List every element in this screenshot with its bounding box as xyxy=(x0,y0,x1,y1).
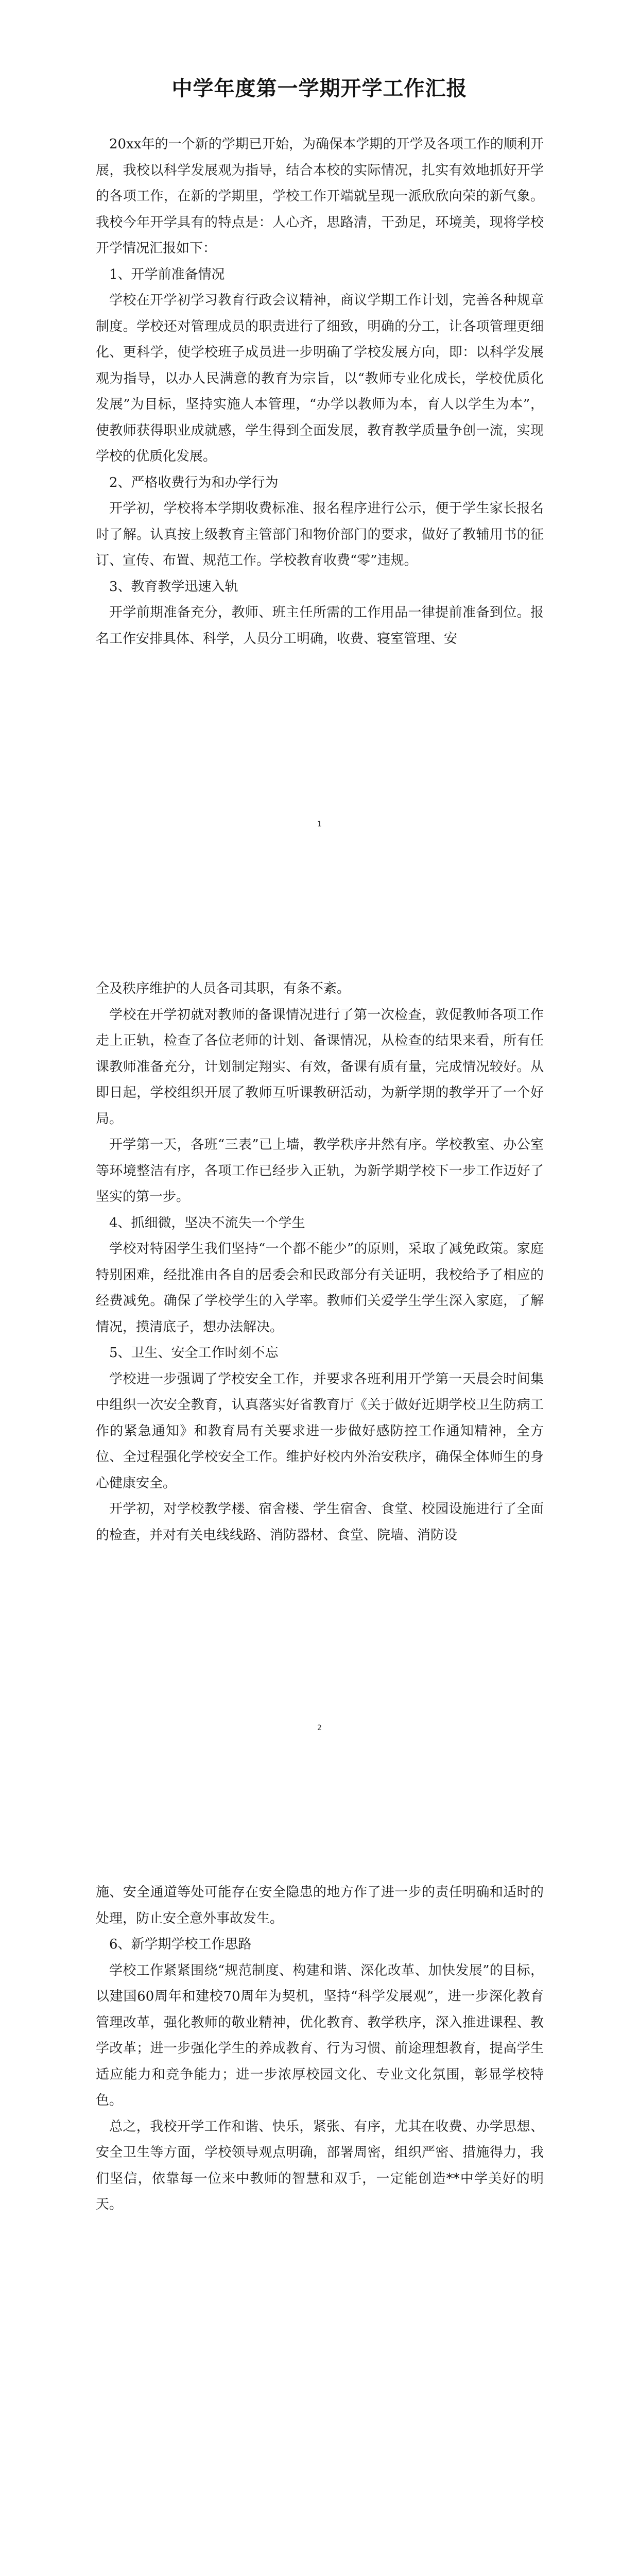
section-heading: 5、卫生、安全工作时刻不忘 xyxy=(109,1345,279,1361)
paragraph-continued: 施、安全通道等处可能存在安全隐患的地方作了进一步的责任明确和适时的处理，防止安全意外事故发生。 xyxy=(96,1885,544,1926)
paragraph: 开学前期准备充分，教师、班主任所需的工作用品一律提前准备到位。报名工作安排具体、科学，人员分工明确，收费、寝室管理、安 xyxy=(96,605,544,647)
paragraph-continued: 全及秩序维护的人员各司其职，有条不紊。 xyxy=(96,981,351,996)
paragraph: 学校进一步强调了学校安全工作，并要求各班利用开学第一天晨会时间集中组织一次安全教育，认真落实好省教育厅《关于做好近期学校卫生防病工作的紧急通知》和教育局有关要求进一步做好感防控工作通知精神，全方位、全过程强化学校安全工作。维护好校内外治安秩序，确保全体师生的身心健康安全。 xyxy=(96,1371,544,1491)
section-heading: 2、严格收费行为和办学行为 xyxy=(109,474,279,490)
paragraph: 学校工作紧紧围绕“规范制度、构建和谐、深化改革、加快发展”的目标，以建国60周年和建校70周年为契机，坚持“科学发展观”，进一步深化教育管理改革，强化教师的敬业精神，优化教育、教学秩序，深入推进课程、教学改革；进一步强化学生的养成教育、行为习惯、前途理想教育，提高学生适应能力和竞争能力；进一步浓厚校园文化、专业文化氛围，彰显学校特色。 xyxy=(96,1962,544,2108)
section-heading: 1、开学前准备情况 xyxy=(109,266,225,282)
page-number: 2 xyxy=(317,1724,322,1732)
page-2-body xyxy=(96,976,544,1548)
page-3 xyxy=(0,1807,639,2576)
section-heading: 4、抓细微，坚决不流失一个学生 xyxy=(109,1215,305,1231)
paragraph: 开学初，学校将本学期收费标准、报名程序进行公示，便于学生家长报名时了解。认真按上级教育主管部门和物价部门的要求，做好了教辅用书的征订、宣传、布置、规范工作。学校教育收费“零”违规。 xyxy=(96,501,544,568)
section-heading: 3、教育教学迅速入轨 xyxy=(109,579,238,595)
paragraph: 开学第一天，各班“三表”已上墙，教学秩序井然有序。学校教室、办公室等环境整洁有序，各项工作已经步入正轨，为新学期学校下一步工作迈好了坚实的第一步。 xyxy=(96,1137,544,1205)
page-2 xyxy=(0,904,639,1807)
paragraph: 20xx年的一个新的学期已开始，为确保本学期的开学及各项工作的顺利开展，我校以科学发展观为指导，结合本校的实际情况，扎实有效地抓好开学的各项工作，在新的学期里，学校工作开端就呈现一派欣欣向荣的新气象。我校今年开学具有的特点是：人心齐，思路清，干劲足，环境美，现将学校开学情况汇报如下： xyxy=(96,137,544,256)
section-heading: 6、新学期学校工作思路 xyxy=(109,1937,252,1952)
page-1-body xyxy=(96,131,544,652)
paragraph: 学校对特困学生我们坚持“一个都不能少”的原则，采取了减免政策。家庭特别困难，经批准由各自的居委会和民政部分有关证明，我校给予了相应的经费减免。确保了学校学生的入学率。教师们关爱学生学生深入家庭，了解情况，摸清底子，想办法解决。 xyxy=(96,1241,544,1335)
paragraph: 开学初，对学校教学楼、宿舍楼、学生宿舍、食堂、校园设施进行了全面的检查，并对有关电线线路、消防器材、食堂、院墙、消防设 xyxy=(96,1501,544,1543)
page-1 xyxy=(0,0,639,904)
paragraph: 学校在开学初学习教育行政会议精神，商议学期工作计划，完善各种规章制度。学校还对管理成员的职责进行了细致，明确的分工，让各项管理更细化、更科学，使学校班子成员进一步明确了学校发展方向，即：以科学发展观为指导，以办人民满意的教育为宗旨，以“教师专业化成长，学校优质化发展”为目标，坚持实施人本管理，“办学以教师为本，育人以学生为本”，使教师获得职业成就感，学生得到全面发展，教育教学质量争创一流，实现学校的优质化发展。 xyxy=(96,293,544,464)
paragraph: 学校在开学初就对教师的备课情况进行了第一次检查，敦促教师各项工作走上正轨，检查了各位老师的计划、备课情况，从检查的结果来看，所有任课教师准备充分，计划制定翔实、有效，备课有质有量，完成情况较好。从即日起，学校组织开展了教师互听课教研活动，为新学期的教学开了一个好局。 xyxy=(96,1007,544,1127)
document-title: 中学年度第一学期开学工作汇报 xyxy=(171,76,468,100)
paragraph: 总之，我校开学工作和谐、快乐，紧张、有序，尤其在收费、办学思想、安全卫生等方面，学校领导观点明确，部署周密，组织严密、措施得力，我们坚信，依靠每一位来中教师的智慧和双手，一定能创造**中学美好的明天。 xyxy=(96,2119,544,2212)
page-number: 1 xyxy=(317,820,322,828)
page-3-body xyxy=(96,1879,544,2218)
